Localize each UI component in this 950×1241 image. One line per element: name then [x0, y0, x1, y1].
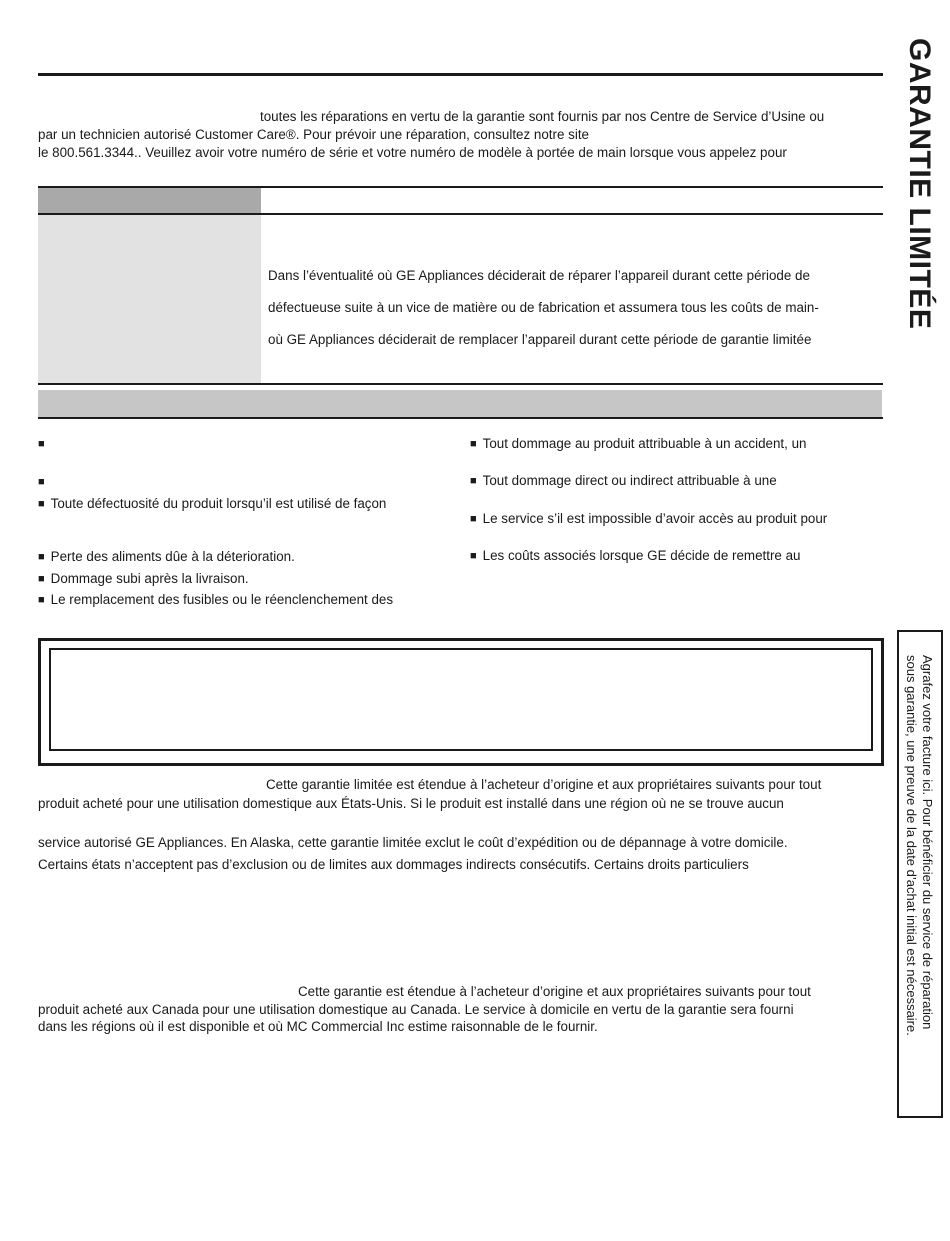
paragraph-line: Certains états n’acceptent pas d’exclusion ou de limites aux dommages indirects consécutifs. Certains droits particuliers — [38, 857, 749, 872]
paragraph-line: Cette garantie limitée est étendue à l’acheteur d’origine et aux propriétaires suivants pour tout — [266, 777, 822, 792]
table-header-cell — [38, 188, 261, 213]
paragraph-line: Cette garantie est étendue à l’acheteur d’origine et aux propriétaires suivants pour tout — [298, 984, 811, 999]
paragraph-line: produit acheté pour une utilisation domestique aux États-Unis. Si le produit est installé dans une région où ne se trouve aucun — [38, 796, 784, 811]
bullet-icon: ■ — [38, 594, 45, 606]
notice-box-inner-border — [49, 648, 873, 751]
bullet-icon: ■ — [470, 438, 477, 450]
list-item-text: Le service s’il est impossible d’avoir accès au produit pour — [482, 511, 828, 526]
table-text-line: où GE Appliances déciderait de remplacer l’appareil durant cette période de garantie limitée — [268, 332, 812, 347]
list-item-text: Tout dommage au produit attribuable à un accident, un — [482, 436, 807, 451]
list-item — [38, 549, 295, 564]
bullet-icon: ■ — [38, 498, 45, 510]
list-item-text: Les coûts associés lorsque GE décide de remettre au — [482, 548, 801, 563]
staple-note-line: Agrafez votre facture ici. Pour bénéficier du service de réparation — [920, 655, 935, 1030]
page-title: GARANTIE LIMITÉE — [903, 38, 936, 330]
intro-line: le 800.561.3344.. Veuillez avoir votre numéro de série et votre numéro de modèle à portée de main lorsque vous appelez pour — [38, 145, 787, 160]
list-item — [38, 474, 51, 489]
bullet-icon: ■ — [38, 438, 45, 450]
table-bottom-rule — [38, 383, 883, 385]
top-rule — [38, 73, 883, 76]
table-period-cell — [38, 215, 261, 383]
bullet-icon: ■ — [38, 573, 45, 585]
staple-note-line: sous garantie, une preuve de la date d’achat initial est nécessaire. — [904, 655, 919, 1036]
list-item — [38, 496, 386, 511]
list-item — [470, 436, 806, 451]
list-item-text: Toute défectuosité du produit lorsqu’il est utilisé de façon — [50, 496, 387, 511]
list-item — [38, 571, 249, 586]
bullet-icon: ■ — [470, 475, 477, 487]
intro-line: par un technicien autorisé Customer Care®. Pour prévoir une réparation, consultez notre site — [38, 127, 589, 142]
paragraph-line: dans les régions où il est disponible et où MC Commercial Inc estime raisonnable de le fournir. — [38, 1019, 598, 1034]
list-item — [470, 548, 800, 563]
list-item-text: Perte des aliments dûe à la déterioration. — [50, 549, 295, 564]
bullet-icon: ■ — [38, 551, 45, 563]
intro-line: toutes les réparations en vertu de la garantie sont fournis par nos Centre de Service d’Usine ou — [260, 109, 825, 124]
list-item-text: Tout dommage direct ou indirect attribuable à une — [482, 473, 777, 488]
table-text-line: défectueuse suite à un vice de matière ou de fabrication et assumera tous les coûts de main- — [268, 300, 819, 315]
paragraph-line: produit acheté aux Canada pour une utilisation domestique au Canada. Le service à domicile en vertu de la garantie sera fourni — [38, 1002, 794, 1017]
list-item-text: Le remplacement des fusibles ou le réenclenchement des — [50, 592, 394, 607]
exclusions-rule — [38, 417, 883, 419]
list-item — [470, 473, 777, 488]
paragraph-line: service autorisé GE Appliances. En Alaska, cette garantie limitée exclut le coût d’expédition ou de dépannage à votre domicile. — [38, 835, 788, 850]
exclusions-header-band — [38, 390, 882, 417]
bullet-icon: ■ — [470, 550, 477, 562]
list-item — [38, 592, 393, 607]
list-item — [470, 511, 827, 526]
table-text-line: Dans l’éventualité où GE Appliances déciderait de réparer l’appareil durant cette période de — [268, 268, 810, 283]
list-item — [38, 436, 51, 451]
staple-receipt-note — [903, 655, 935, 1036]
bullet-icon: ■ — [470, 513, 477, 525]
list-item-text: Dommage subi après la livraison. — [50, 571, 249, 586]
bullet-icon: ■ — [38, 476, 45, 488]
